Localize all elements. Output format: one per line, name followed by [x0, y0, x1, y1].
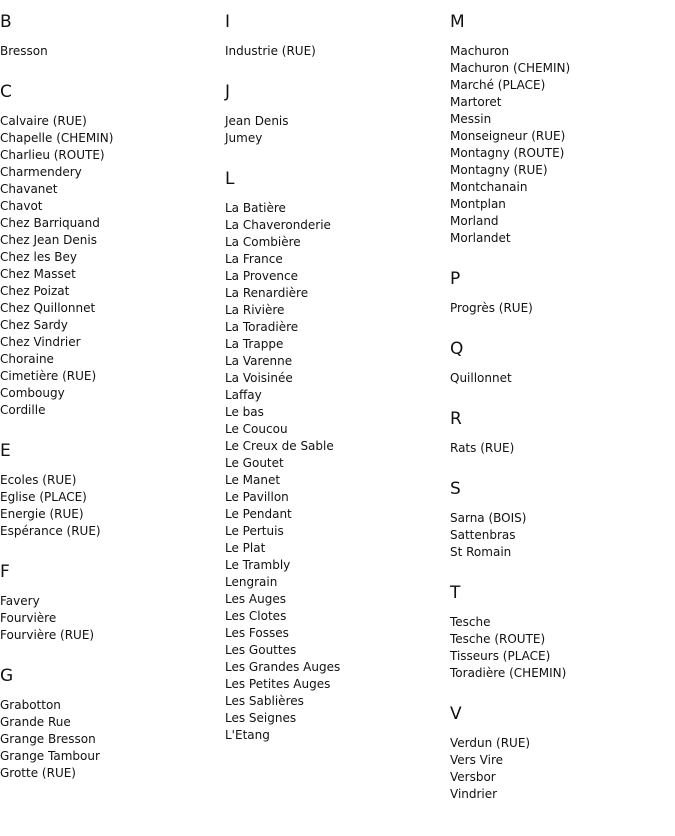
street-name: Les Petites Auges [225, 677, 331, 691]
street-name: Monseigneur (RUE) [450, 129, 566, 143]
index-section [450, 269, 675, 317]
street-name: Le Plat [225, 541, 266, 555]
index-section [450, 583, 675, 682]
street-name: Charmendery [0, 165, 82, 179]
street-list [450, 440, 675, 457]
section-letter: M [450, 12, 465, 32]
street-name: Cordille [0, 403, 46, 417]
street-name: Choraine [0, 352, 54, 366]
street-name: Vindrier [450, 787, 498, 801]
column-2 [225, 0, 445, 766]
street-list [450, 614, 675, 682]
street-name: La Toradière [225, 320, 299, 334]
street-name: Le Pendant [225, 507, 292, 521]
street-name: Sarna (BOIS) [450, 511, 527, 525]
section-letter: P [450, 269, 461, 289]
street-name: Les Clotes [225, 609, 287, 623]
street-name: Le Creux de Sable [225, 439, 334, 453]
section-letter: I [225, 12, 231, 32]
street-name: Jumey [225, 131, 263, 145]
section-letter: Q [450, 339, 464, 359]
street-name: Sattenbras [450, 528, 516, 542]
index-section [450, 339, 675, 387]
street-name: Industrie (RUE) [225, 44, 316, 58]
street-name: Le Pertuis [225, 524, 284, 538]
index-section [0, 562, 220, 644]
street-name: Versbor [450, 770, 496, 784]
street-name: Jean Denis [225, 114, 289, 128]
street-name: Espérance (RUE) [0, 524, 101, 538]
street-name: Chez Vindrier [0, 335, 81, 349]
street-name: Ecoles (RUE) [0, 473, 77, 487]
street-name: Tesche [450, 615, 491, 629]
street-name: La Varenne [225, 354, 293, 368]
index-section [0, 666, 220, 782]
street-name: Montchanain [450, 180, 528, 194]
street-list [450, 510, 675, 561]
street-name: Combougy [0, 386, 65, 400]
section-letter: B [0, 12, 12, 32]
street-name: La France [225, 252, 283, 266]
street-name: La Chaveronderie [225, 218, 331, 232]
index-section [225, 169, 445, 744]
section-letter: C [0, 82, 12, 102]
street-name: Chapelle (CHEMIN) [0, 131, 114, 145]
street-name: Chez les Bey [0, 250, 77, 264]
street-name: Grabotton [0, 698, 61, 712]
street-name: Progrès (RUE) [450, 301, 533, 315]
street-name: Machuron [450, 44, 510, 58]
street-name: La Combière [225, 235, 301, 249]
street-list [0, 697, 220, 782]
section-letter: R [450, 409, 462, 429]
street-list [0, 43, 220, 60]
street-name: La Batière [225, 201, 286, 215]
street-name: Le Manet [225, 473, 281, 487]
street-name: Morlandet [450, 231, 511, 245]
section-letter: V [450, 704, 462, 724]
index-section [225, 12, 445, 60]
index-section [450, 409, 675, 457]
street-list [450, 43, 675, 247]
street-name: Les Auges [225, 592, 286, 606]
street-name: Energie (RUE) [0, 507, 84, 521]
street-list [450, 300, 675, 317]
street-name: Chez Barriquand [0, 216, 100, 230]
column-1 [0, 0, 220, 804]
section-letter: G [0, 666, 14, 686]
street-name: La Voisinée [225, 371, 293, 385]
street-name: Tesche (ROUTE) [450, 632, 546, 646]
street-name: Les Sablières [225, 694, 304, 708]
street-name: Grange Tambour [0, 749, 100, 763]
section-letter: E [0, 441, 11, 461]
street-name: La Renardière [225, 286, 309, 300]
street-name: Le Goutet [225, 456, 284, 470]
index-section [450, 704, 675, 803]
section-letter: J [225, 82, 231, 102]
street-list [0, 113, 220, 419]
street-name: Grande Rue [0, 715, 71, 729]
street-name: Bresson [0, 44, 48, 58]
street-name: Eglise (PLACE) [0, 490, 87, 504]
street-name: L'Etang [225, 728, 270, 742]
index-section [450, 479, 675, 561]
street-name: Les Gouttes [225, 643, 297, 657]
street-name: Vers Vire [450, 753, 503, 767]
street-list [0, 472, 220, 540]
section-letter: L [225, 169, 235, 189]
street-name: Tisseurs (PLACE) [450, 649, 551, 663]
street-name: Martoret [450, 95, 502, 109]
street-name: Fourvière (RUE) [0, 628, 95, 642]
street-name: Les Grandes Auges [225, 660, 341, 674]
street-name: Montagny (RUE) [450, 163, 548, 177]
column-3 [450, 0, 675, 825]
section-letter: F [0, 562, 10, 582]
street-name: Charlieu (ROUTE) [0, 148, 105, 162]
street-name: Machuron (CHEMIN) [450, 61, 571, 75]
street-list [450, 735, 675, 803]
street-name: Le Pavillon [225, 490, 289, 504]
index-section [0, 441, 220, 540]
street-name: Le bas [225, 405, 264, 419]
street-name: Chavot [0, 199, 43, 213]
street-name: Grotte (RUE) [0, 766, 76, 780]
street-name: Lengrain [225, 575, 278, 589]
street-name: Calvaire (RUE) [0, 114, 87, 128]
street-name: Montplan [450, 197, 506, 211]
street-name: Toradière (CHEMIN) [450, 666, 567, 680]
street-name: Chez Quillonnet [0, 301, 96, 315]
section-letter: S [450, 479, 461, 499]
street-name: Quillonnet [450, 371, 512, 385]
street-name: Les Seignes [225, 711, 297, 725]
section-letter: T [450, 583, 461, 603]
street-name: Laffay [225, 388, 262, 402]
street-name: Morland [450, 214, 499, 228]
street-name: Messin [450, 112, 492, 126]
street-name: Grange Bresson [0, 732, 96, 746]
street-name: Le Trambly [225, 558, 291, 572]
street-name: Chez Sardy [0, 318, 68, 332]
street-list [225, 113, 445, 147]
street-name: Chez Masset [0, 267, 76, 281]
street-name: Cimetière (RUE) [0, 369, 97, 383]
index-section [0, 82, 220, 419]
street-name: La Trappe [225, 337, 284, 351]
street-name: Rats (RUE) [450, 441, 515, 455]
street-name: La Provence [225, 269, 298, 283]
street-name: La Rivière [225, 303, 285, 317]
street-name: Fourvière [0, 611, 57, 625]
street-name: Chez Poizat [0, 284, 70, 298]
street-name: Favery [0, 594, 40, 608]
street-name: Chez Jean Denis [0, 233, 97, 247]
street-name: Chavanet [0, 182, 58, 196]
index-section [0, 12, 220, 60]
street-name: Marché (PLACE) [450, 78, 546, 92]
street-name: Verdun (RUE) [450, 736, 531, 750]
street-name: St Romain [450, 545, 512, 559]
street-list [0, 593, 220, 644]
street-list [225, 43, 445, 60]
street-name: Le Coucou [225, 422, 288, 436]
street-list [225, 200, 445, 744]
street-list [450, 370, 675, 387]
street-name: Montagny (ROUTE) [450, 146, 565, 160]
index-section [450, 12, 675, 247]
street-name: Les Fosses [225, 626, 289, 640]
index-section [225, 82, 445, 147]
